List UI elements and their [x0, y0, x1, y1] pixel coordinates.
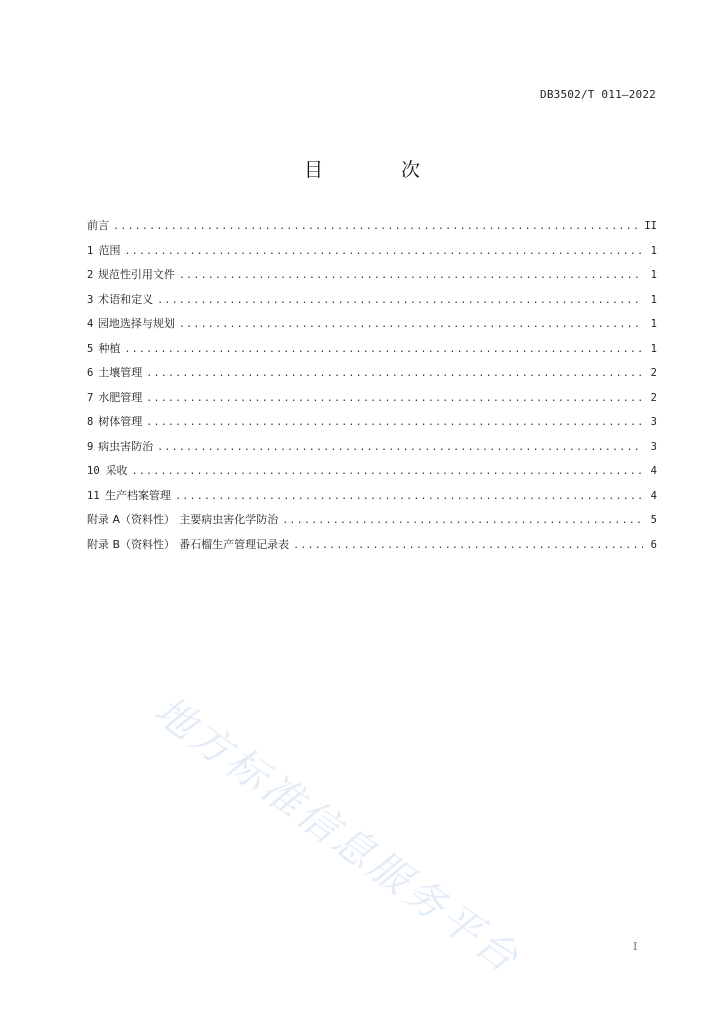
toc-entry[interactable] — [87, 484, 657, 509]
toc-entry-number: 11 — [87, 489, 100, 502]
toc-entry[interactable] — [87, 337, 657, 362]
toc-leader-dots — [179, 313, 643, 337]
toc-entry-page: 2 — [650, 391, 657, 404]
toc-entry[interactable] — [87, 533, 657, 558]
toc-entry-label: 规范性引用文件 — [97, 268, 175, 281]
toc-leader-dots — [132, 460, 643, 484]
toc-entry[interactable] — [87, 239, 657, 264]
toc-entry-label: 主要病虫害化学防治 — [179, 513, 279, 526]
toc-leader-dots — [175, 485, 643, 509]
toc-entry-number: 8 — [87, 416, 94, 428]
toc-entry-label: 前言 — [87, 219, 109, 232]
toc-entry-page: 3 — [650, 416, 657, 428]
toc-entry-label: 范围 — [98, 243, 121, 257]
toc-title: 目 次 — [303, 159, 457, 181]
toc-entry[interactable] — [87, 263, 657, 288]
toc-entry-page: 1 — [650, 269, 657, 281]
toc-entry-page: 4 — [650, 489, 657, 502]
toc-entry-page: 3 — [650, 440, 657, 453]
toc-leader-dots — [146, 362, 643, 386]
toc-entry-page: 1 — [650, 318, 657, 330]
toc-entry-number: 附录 A（资料性） — [87, 513, 176, 526]
toc-entry-label: 病虫害防治 — [98, 439, 154, 453]
toc-entry-number: 10 — [87, 465, 100, 477]
toc-entry[interactable] — [87, 410, 657, 435]
toc-leader-dots — [124, 240, 643, 264]
toc-entry-label: 土壤管理 — [98, 366, 143, 379]
toc-entry-number: 6 — [87, 367, 94, 379]
toc-leader-dots — [113, 215, 640, 239]
toc-entry[interactable] — [87, 508, 657, 533]
toc-entry-number: 9 — [87, 440, 94, 453]
toc-leader-dots — [157, 436, 643, 460]
toc-entry-page: 1 — [650, 244, 657, 257]
toc-entry-number: 2 — [87, 269, 94, 281]
toc-entry[interactable] — [87, 459, 657, 484]
toc-entry-label: 采收 — [105, 464, 128, 477]
page-number: I — [633, 940, 638, 953]
toc-leader-dots — [293, 534, 643, 558]
toc-entry-label: 园地选择与规划 — [97, 317, 175, 330]
toc-entry-number: 附录 B（资料性） — [87, 537, 176, 551]
toc-entry-number: 3 — [87, 293, 94, 306]
toc-entry-number: 1 — [87, 244, 94, 257]
toc-entry-page: 4 — [650, 465, 657, 477]
toc-entry-number: 7 — [87, 391, 94, 404]
toc-entry-label: 种植 — [98, 341, 121, 355]
toc-entry-page: 1 — [650, 342, 657, 355]
toc-entry-number: 5 — [87, 342, 94, 355]
toc-entry[interactable] — [87, 214, 657, 239]
toc-entry-page: II — [644, 220, 657, 232]
toc-entry[interactable] — [87, 312, 657, 337]
toc-entry-label: 番石榴生产管理记录表 — [179, 537, 290, 551]
toc-entry-page: 5 — [650, 514, 657, 526]
toc-entry[interactable] — [87, 288, 657, 313]
toc-entry-page: 6 — [650, 538, 657, 551]
document-code: DB3502/T 011—2022 — [540, 88, 656, 101]
toc-entry-label: 水肥管理 — [98, 390, 143, 404]
table-of-contents — [87, 214, 657, 557]
toc-entry-number: 4 — [87, 318, 94, 330]
toc-entry-page: 2 — [650, 367, 657, 379]
toc-entry-label: 术语和定义 — [98, 292, 154, 306]
toc-leader-dots — [157, 289, 643, 313]
watermark-text: 地方标准信息服务平台 — [145, 687, 529, 984]
toc-entry[interactable] — [87, 435, 657, 460]
toc-entry[interactable] — [87, 361, 657, 386]
toc-leader-dots — [179, 264, 643, 288]
toc-entry-page: 1 — [650, 293, 657, 306]
toc-leader-dots — [146, 411, 643, 435]
toc-leader-dots — [146, 387, 643, 411]
toc-entry-label: 生产档案管理 — [105, 488, 172, 502]
toc-leader-dots — [124, 338, 643, 362]
toc-entry-label: 树体管理 — [98, 415, 143, 428]
toc-entry[interactable] — [87, 386, 657, 411]
toc-leader-dots — [282, 509, 643, 533]
